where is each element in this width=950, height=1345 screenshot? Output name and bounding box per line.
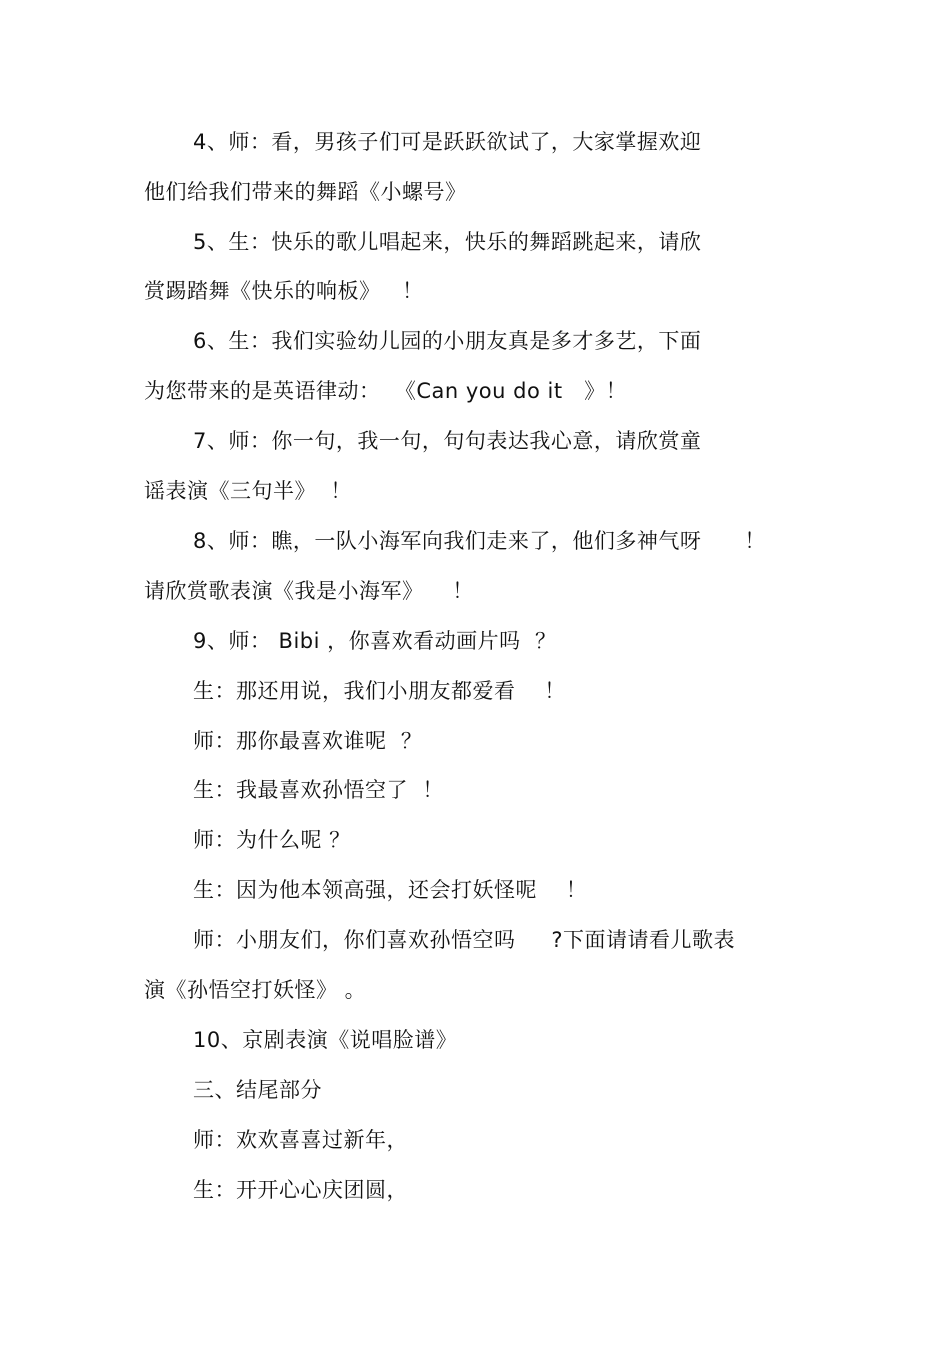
text-line: 生：那还用说，我们小朋友都爱看 ！: [193, 679, 566, 703]
text-line: 生：因为他本领高强，还会打妖怪呢 ！: [193, 878, 588, 902]
text-line: 6、生：我们实验幼儿园的小朋友真是多才多艺，下面: [193, 329, 702, 353]
text-line: 谣表演《三句半》 ！: [144, 479, 352, 503]
text-line: 8、师：瞧，一队小海军向我们走来了，他们多神气呀 ！: [193, 529, 766, 553]
text-line: 7、师：你一句，我一句，句句表达我心意，请欣赏童: [193, 429, 702, 453]
text-line: 师：那你最喜欢谁呢 ？: [193, 729, 423, 753]
text-line: 生：开开心心庆团圆，: [193, 1178, 408, 1202]
text-line: 请欣赏歌表演《我是小海军》 ！: [144, 579, 474, 603]
text-line: 演《孙悟空打妖怪》 。: [144, 978, 367, 1002]
text-line: 他们给我们带来的舞蹈《小螺号》: [144, 180, 467, 204]
text-line: 师：欢欢喜喜过新年，: [193, 1128, 408, 1152]
text-line: 为您带来的是英语律动： 《Can you do it 》！: [144, 379, 628, 403]
text-line: 生：我最喜欢孙悟空了 ！: [193, 778, 444, 802]
section-heading: 三、结尾部分: [193, 1078, 322, 1102]
text-line: 5、生：快乐的歌儿唱起来，快乐的舞蹈跳起来，请欣: [193, 230, 702, 254]
text-line: 4、师：看，男孩子们可是跃跃欲试了，大家掌握欢迎: [193, 130, 702, 154]
text-line: 赏踢踏舞《快乐的响板》 ！: [144, 279, 424, 303]
text-line: 师：小朋友们，你们喜欢孙悟空吗 ?下面请请看儿歌表: [193, 928, 736, 952]
text-line: 10、京剧表演《说唱脸谱》: [193, 1028, 458, 1052]
text-line: 师：为什么呢 ？: [193, 828, 351, 852]
text-line: 9、师： Bibi ，你喜欢看动画片吗 ？: [193, 629, 557, 653]
